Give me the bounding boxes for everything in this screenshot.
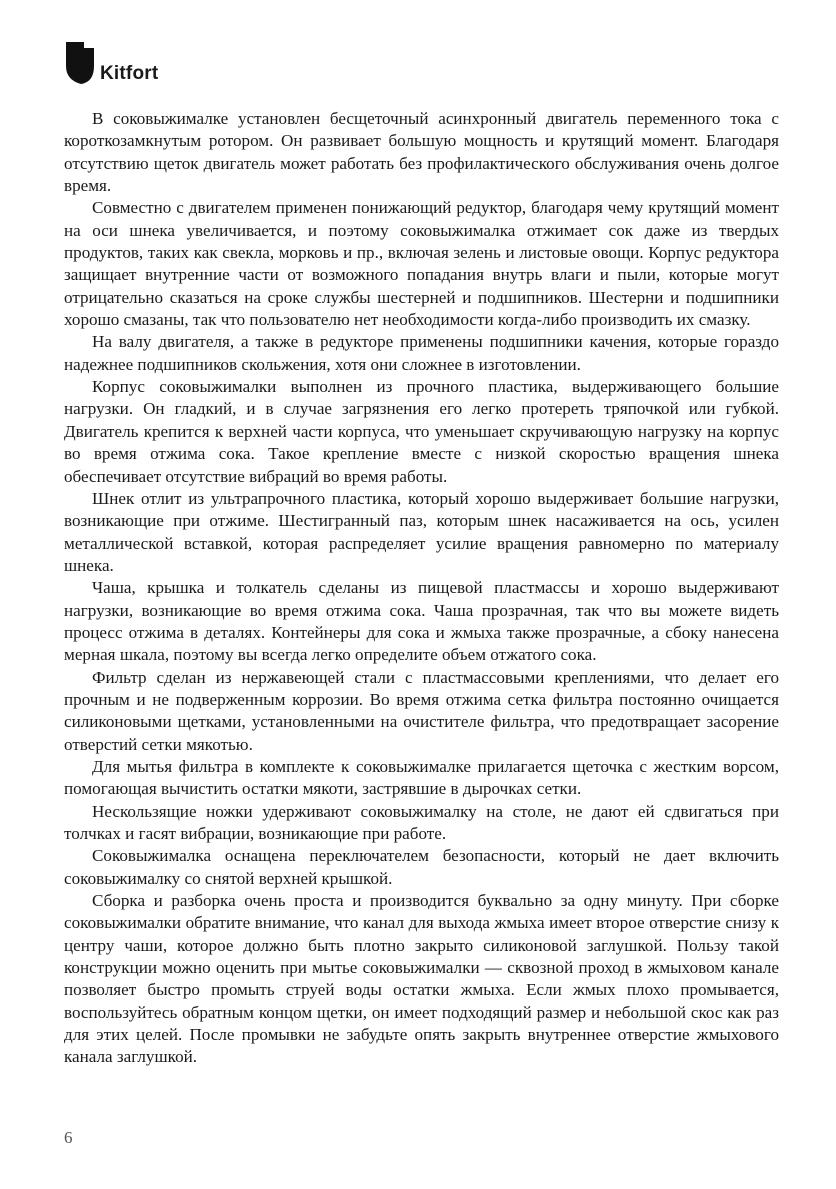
document-body [64, 108, 779, 1069]
kitfort-flag-icon [64, 40, 98, 86]
paragraph-gearbox: Совместно с двигателем применен понижающий редуктор, благодаря чему крутящий момент на оси шнека увеличивается, и поэтому соковыжималка отжимает сок даже из твердых продуктов, таких как свекла, морковь и пр., включая зелень и листовые овощи. Корпус редуктора защищает внутренние части от возможного попадания внутрь влаги и пыли, которые могут отрицательно сказаться на сроке службы шестерней и подшипников. Шестерни и подшипники хорошо смазаны, так что пользователю нет необходимости когда-либо производить их смазку. [64, 198, 779, 330]
paragraph-auger: Шнек отлит из ультрапрочного пластика, который хорошо выдерживает большие нагрузки, возникающие при отжиме. Шестигранный паз, которым шнек насаживается на ось, усилен металлической вставкой, которая распределяет усилие вращения равномерно по материалу шнека. [64, 488, 779, 575]
paragraph-assembly: Сборка и разборка очень проста и производится буквально за одну минуту. При сборке соковыжималки обратите внимание, что канал для выхода жмыха имеет второе отверстие снизу к центру чаши, которое должно быть плотно закрыто силиконовой заглушкой. Пользу такой конструкции можно оценить при мытье соковыжималки — сквозной проход в жмыховом канале позволяет быстро промыть струей воды остатки жмыха. Если жмых плохо промывается, воспользуйтесь обратным концом щетки, он имеет подходящий размер и небольшой скос как раз для этих целей. После промывки не забудьте опять закрыть внутреннее отверстие жмыхового канала заглушкой. [64, 891, 779, 1067]
paragraph-brush: Для мытья фильтра в комплекте к соковыжималке прилагается щеточка с жестким ворсом, помогающая вычистить остатки мякоти, застрявшие в дырочках сетки. [64, 756, 779, 799]
paragraph-bowl: Чаша, крышка и толкатель сделаны из пищевой пластмассы и хорошо выдерживают нагрузки, возникающие во время отжима сока. Чаша прозрачная, так что вы можете видеть процесс отжима в деталях. Контейнеры для сока и жмыха также прозрачные, а сбоку нанесена мерная шкала, поэтому вы всегда легко определите объем отжатого сока. [64, 578, 779, 665]
paragraph-filter: Фильтр сделан из нержавеющей стали с пластмассовыми креплениями, что делает его прочным и не подверженным коррозии. Во время отжима сетка фильтра постоянно очищается силиконовыми щетками, установленными на очистителе фильтра, что предотвращает засорение отверстий сетки мякотью. [64, 667, 779, 754]
paragraph-safety-switch: Соковыжималка оснащена переключателем безопасности, который не дает включить соковыжималку со снятой верхней крышкой. [64, 846, 779, 888]
paragraph-bearings: На валу двигателя, а также в редукторе применены подшипники качения, которые гораздо надежнее подшипников скольжения, хотя они сложнее в изготовлении. [64, 332, 779, 374]
brand-logo [64, 40, 158, 86]
brand-name: Kitfort [100, 63, 159, 84]
page-number: 6 [64, 1128, 73, 1147]
paragraph-feet: Нескользящие ножки удерживают соковыжималку на столе, не дают ей сдвигаться при толчках и гасят вибрации, возникающие при работе. [64, 801, 779, 843]
paragraph-motor: В соковыжималке установлен бесщеточный асинхронный двигатель переменного тока с короткозамкнутым ротором. Он развивает большую мощность и крутящий момент. Благодаря отсутствию щеток двигатель может работать без профилактического обслуживания очень долгое время. [64, 109, 779, 196]
paragraph-housing: Корпус соковыжималки выполнен из прочного пластика, выдерживающего большие нагрузки. Он гладкий, и в случае загрязнения его легко протереть тряпочкой или губкой. Двигатель крепится к верхней части корпуса, что уменьшает скручивающую нагрузку на корпус во время отжима сока. Такое крепление вместе с низкой скоростью вращения шнека обеспечивает отсутствие вибраций во время работы. [64, 377, 779, 486]
